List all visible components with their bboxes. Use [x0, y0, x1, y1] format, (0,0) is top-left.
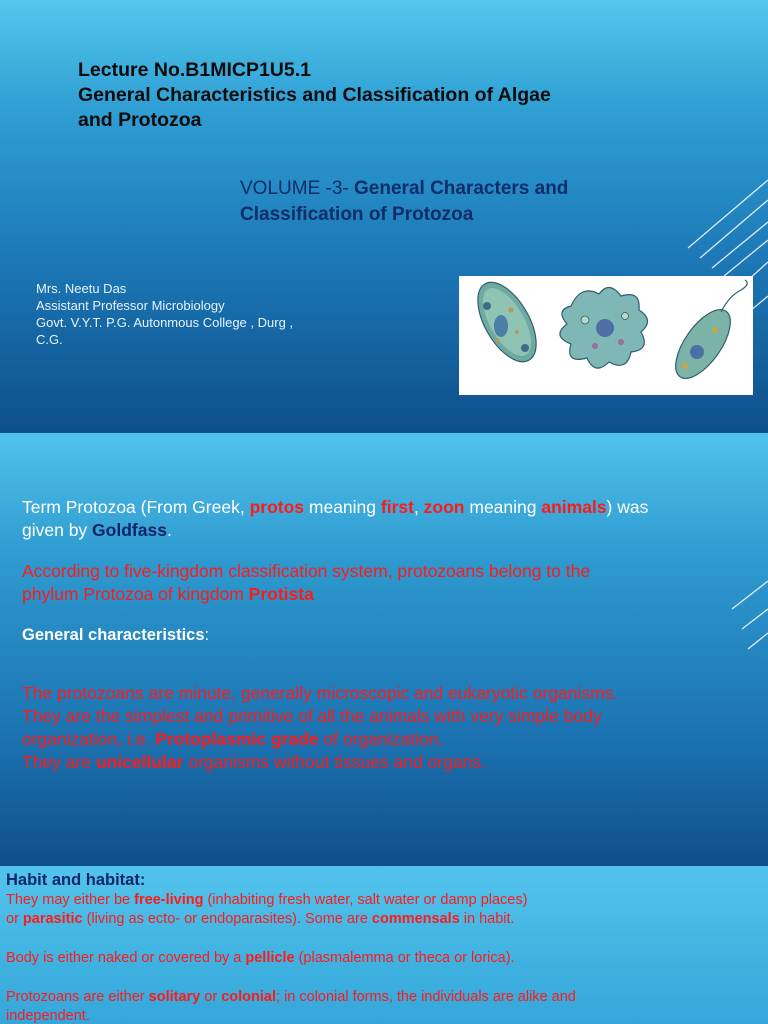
- colonial-paragraph: [6, 988, 756, 1024]
- highlight-term: colonial: [221, 989, 277, 1005]
- text-span: organisms without tissues and organs.: [183, 752, 486, 772]
- text-span: .: [166, 520, 172, 540]
- text-span: given by: [22, 520, 93, 540]
- text-span: ) was: [606, 497, 649, 517]
- text-span: (inhabiting fresh water, salt water or damp places): [203, 892, 528, 908]
- title-slide: [0, 0, 768, 432]
- highlight-term: first: [380, 497, 414, 517]
- highlight-term: pellicle: [245, 950, 295, 966]
- lecture-number: Lecture No.B1MICP1U5.1: [78, 59, 311, 81]
- text-span: Body is either naked or covered by a: [6, 950, 246, 966]
- section-heading: [22, 624, 752, 646]
- highlight-term: unicellular: [95, 752, 184, 772]
- text-span: meaning: [464, 497, 542, 517]
- highlight-term: Protoplasmic grade: [155, 729, 319, 749]
- author-state: C.G.: [36, 332, 63, 347]
- text-span: (living as ecto- or endoparasites). Some are: [82, 911, 372, 927]
- body-paragraph: [6, 949, 756, 968]
- highlight-term: zoon: [423, 497, 465, 517]
- highlight-term: animals: [541, 497, 607, 517]
- volume-subtitle: [240, 176, 720, 228]
- definition-slide: [0, 433, 768, 865]
- highlight-term: solitary: [148, 989, 201, 1005]
- definition-paragraph: [22, 496, 752, 542]
- author-role: Assistant Professor Microbiology: [36, 298, 225, 313]
- paramecium-drawing: [466, 276, 548, 371]
- text-span: Term Protozoa (From Greek,: [22, 497, 250, 517]
- highlight-term: Protista: [248, 584, 314, 604]
- text-span: ,: [413, 497, 424, 517]
- lecture-title: [78, 58, 698, 133]
- highlight-term: free-living: [134, 892, 204, 908]
- text-span: in habit.: [459, 911, 515, 927]
- volume-title: General Characters and: [354, 178, 569, 199]
- text-line: The protozoans are minute, generally microscopic and eukaryotic organisms.: [22, 683, 619, 703]
- text-span: meaning: [304, 497, 381, 517]
- author-college: Govt. V.Y.T. P.G. Autonmous College , Durg ,: [36, 315, 294, 330]
- habitat-slide: [0, 866, 768, 1024]
- habitat-paragraph: [6, 891, 756, 929]
- characteristics-paragraph: [22, 682, 752, 774]
- author-name: Mrs. Neetu Das: [36, 281, 127, 296]
- text-span: phylum Protozoa of kingdom: [22, 584, 249, 604]
- highlight-name: Goldfass: [92, 520, 167, 540]
- text-span: They are: [22, 752, 96, 772]
- text-span: They may either be: [6, 892, 135, 908]
- text-span: (plasmalemma or theca or lorica).: [294, 950, 515, 966]
- text-span: of organization.: [318, 729, 444, 749]
- amoeba-drawing: [560, 287, 648, 368]
- highlight-term: protos: [249, 497, 305, 517]
- volume-label: VOLUME -3-: [240, 178, 355, 199]
- text-span: Protozoans are either: [6, 989, 149, 1005]
- classification-paragraph: [22, 560, 752, 606]
- text-line: They are the simplest and primitive of all the animals with very simple body: [22, 706, 602, 726]
- heading-text: General characteristics: [22, 626, 205, 644]
- volume-title: Classification of Protozoa: [240, 204, 474, 225]
- text-span: or: [200, 989, 222, 1005]
- highlight-term: parasitic: [22, 911, 83, 927]
- euglena-drawing: [665, 280, 747, 387]
- lecture-title-line: and Protozoa: [78, 109, 202, 131]
- text-span: According to five-kingdom classification system, protozoans belong to the: [22, 561, 591, 581]
- author-block: [36, 280, 366, 348]
- text-span: organization, i.e.: [22, 729, 156, 749]
- lecture-title-line: General Characteristics and Classification of Algae: [78, 84, 551, 106]
- text-span: independent.: [6, 1008, 90, 1024]
- section-heading: Habit and habitat:: [6, 871, 146, 889]
- heading-colon: :: [204, 626, 210, 644]
- text-span: or: [6, 911, 23, 927]
- highlight-term: commensals: [371, 911, 460, 927]
- text-span: ; in colonial forms, the individuals are alike and: [276, 989, 576, 1005]
- protozoa-illustration: [459, 276, 753, 395]
